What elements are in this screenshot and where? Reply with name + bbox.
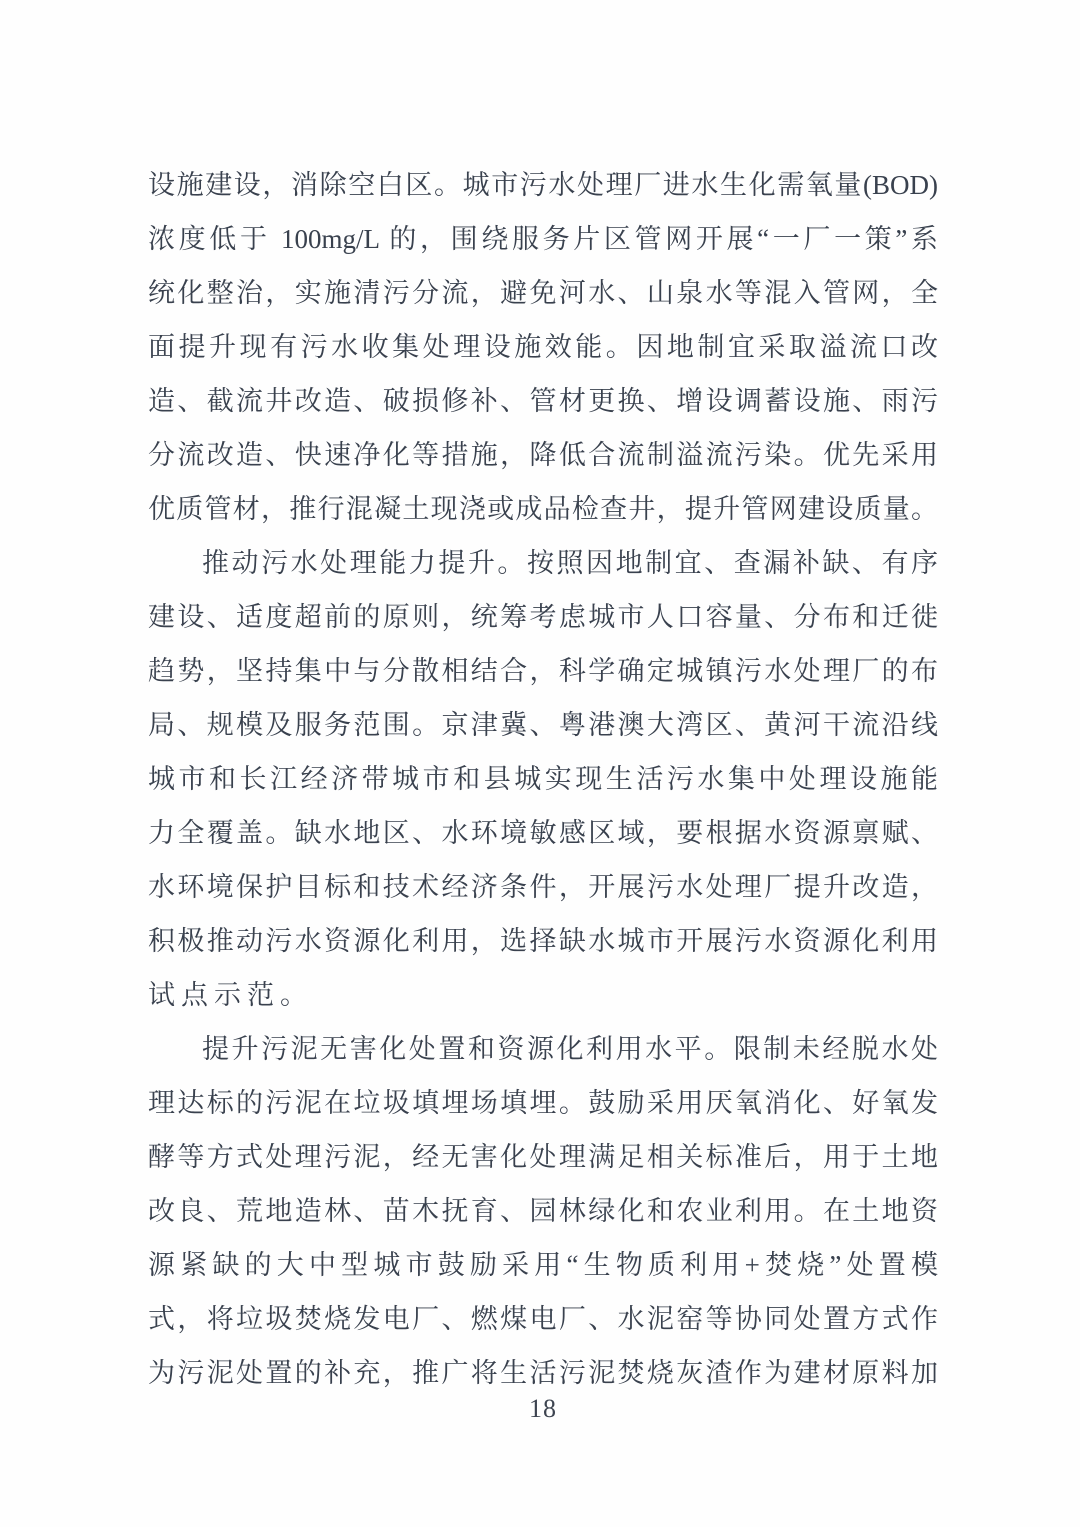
text-line: 酵等方式处理污泥，经无害化处理满足相关标准后，用于土地 — [148, 1142, 938, 1172]
text-line: 造、截流井改造、破损修补、管材更换、增设调蓄设施、雨污 — [148, 386, 938, 416]
text-line: 为污泥处置的补充，推广将生活污泥焚烧灰渣作为建材原料加 — [148, 1358, 938, 1388]
text-line: 源紧缺的大中型城市鼓励采用“生物质利用+焚烧”处置模 — [148, 1250, 938, 1280]
text-line: 城市和长江经济带城市和县城实现生活污水集中处理设施能 — [148, 764, 938, 794]
page-footer — [148, 1394, 938, 1424]
text-line: 水环境保护目标和技术经济条件，开展污水处理厂提升改造， — [148, 872, 938, 902]
text-line: 式，将垃圾焚烧发电厂、燃煤电厂、水泥窑等协同处置方式作 — [148, 1304, 938, 1334]
text-line: 面提升现有污水收集处理设施效能。因地制宜采取溢流口改 — [148, 332, 938, 362]
text-line: 设施建设，消除空白区。城市污水处理厂进水生化需氧量(BOD) — [148, 170, 938, 200]
text-line: 理达标的污泥在垃圾填埋场填埋。鼓励采用厌氧消化、好氧发 — [148, 1088, 938, 1118]
text-line: 提升污泥无害化处置和资源化利用水平。限制未经脱水处 — [202, 1034, 938, 1064]
text-line: 浓度低于 100mg/L 的，围绕服务片区管网开展“一厂一策”系 — [148, 224, 938, 254]
text-line: 改良、荒地造林、苗木抚育、园林绿化和农业利用。在土地资 — [148, 1196, 938, 1226]
document-body — [148, 158, 938, 1400]
text-line: 趋势，坚持集中与分散相结合，科学确定城镇污水处理厂的布 — [148, 656, 938, 686]
text-line: 推动污水处理能力提升。按照因地制宜、查漏补缺、有序 — [202, 548, 938, 578]
text-line: 分流改造、快速净化等措施，降低合流制溢流污染。优先采用 — [148, 440, 938, 470]
text-line: 建设、适度超前的原则，统筹考虑城市人口容量、分布和迁徙 — [148, 602, 938, 632]
text-line: 局、规模及服务范围。京津冀、粤港澳大湾区、黄河干流沿线 — [148, 710, 938, 740]
text-line: 统化整治，实施清污分流，避免河水、山泉水等混入管网，全 — [148, 278, 938, 308]
text-line: 试点示范。 — [148, 980, 313, 1010]
page-number: 18 — [529, 1394, 557, 1423]
text-line: 优质管材，推行混凝土现浇或成品检查井，提升管网建设质量。 — [148, 494, 938, 524]
text-line: 积极推动污水资源化利用，选择缺水城市开展污水资源化利用 — [148, 926, 938, 956]
text-line: 力全覆盖。缺水地区、水环境敏感区域，要根据水资源禀赋、 — [148, 818, 938, 848]
